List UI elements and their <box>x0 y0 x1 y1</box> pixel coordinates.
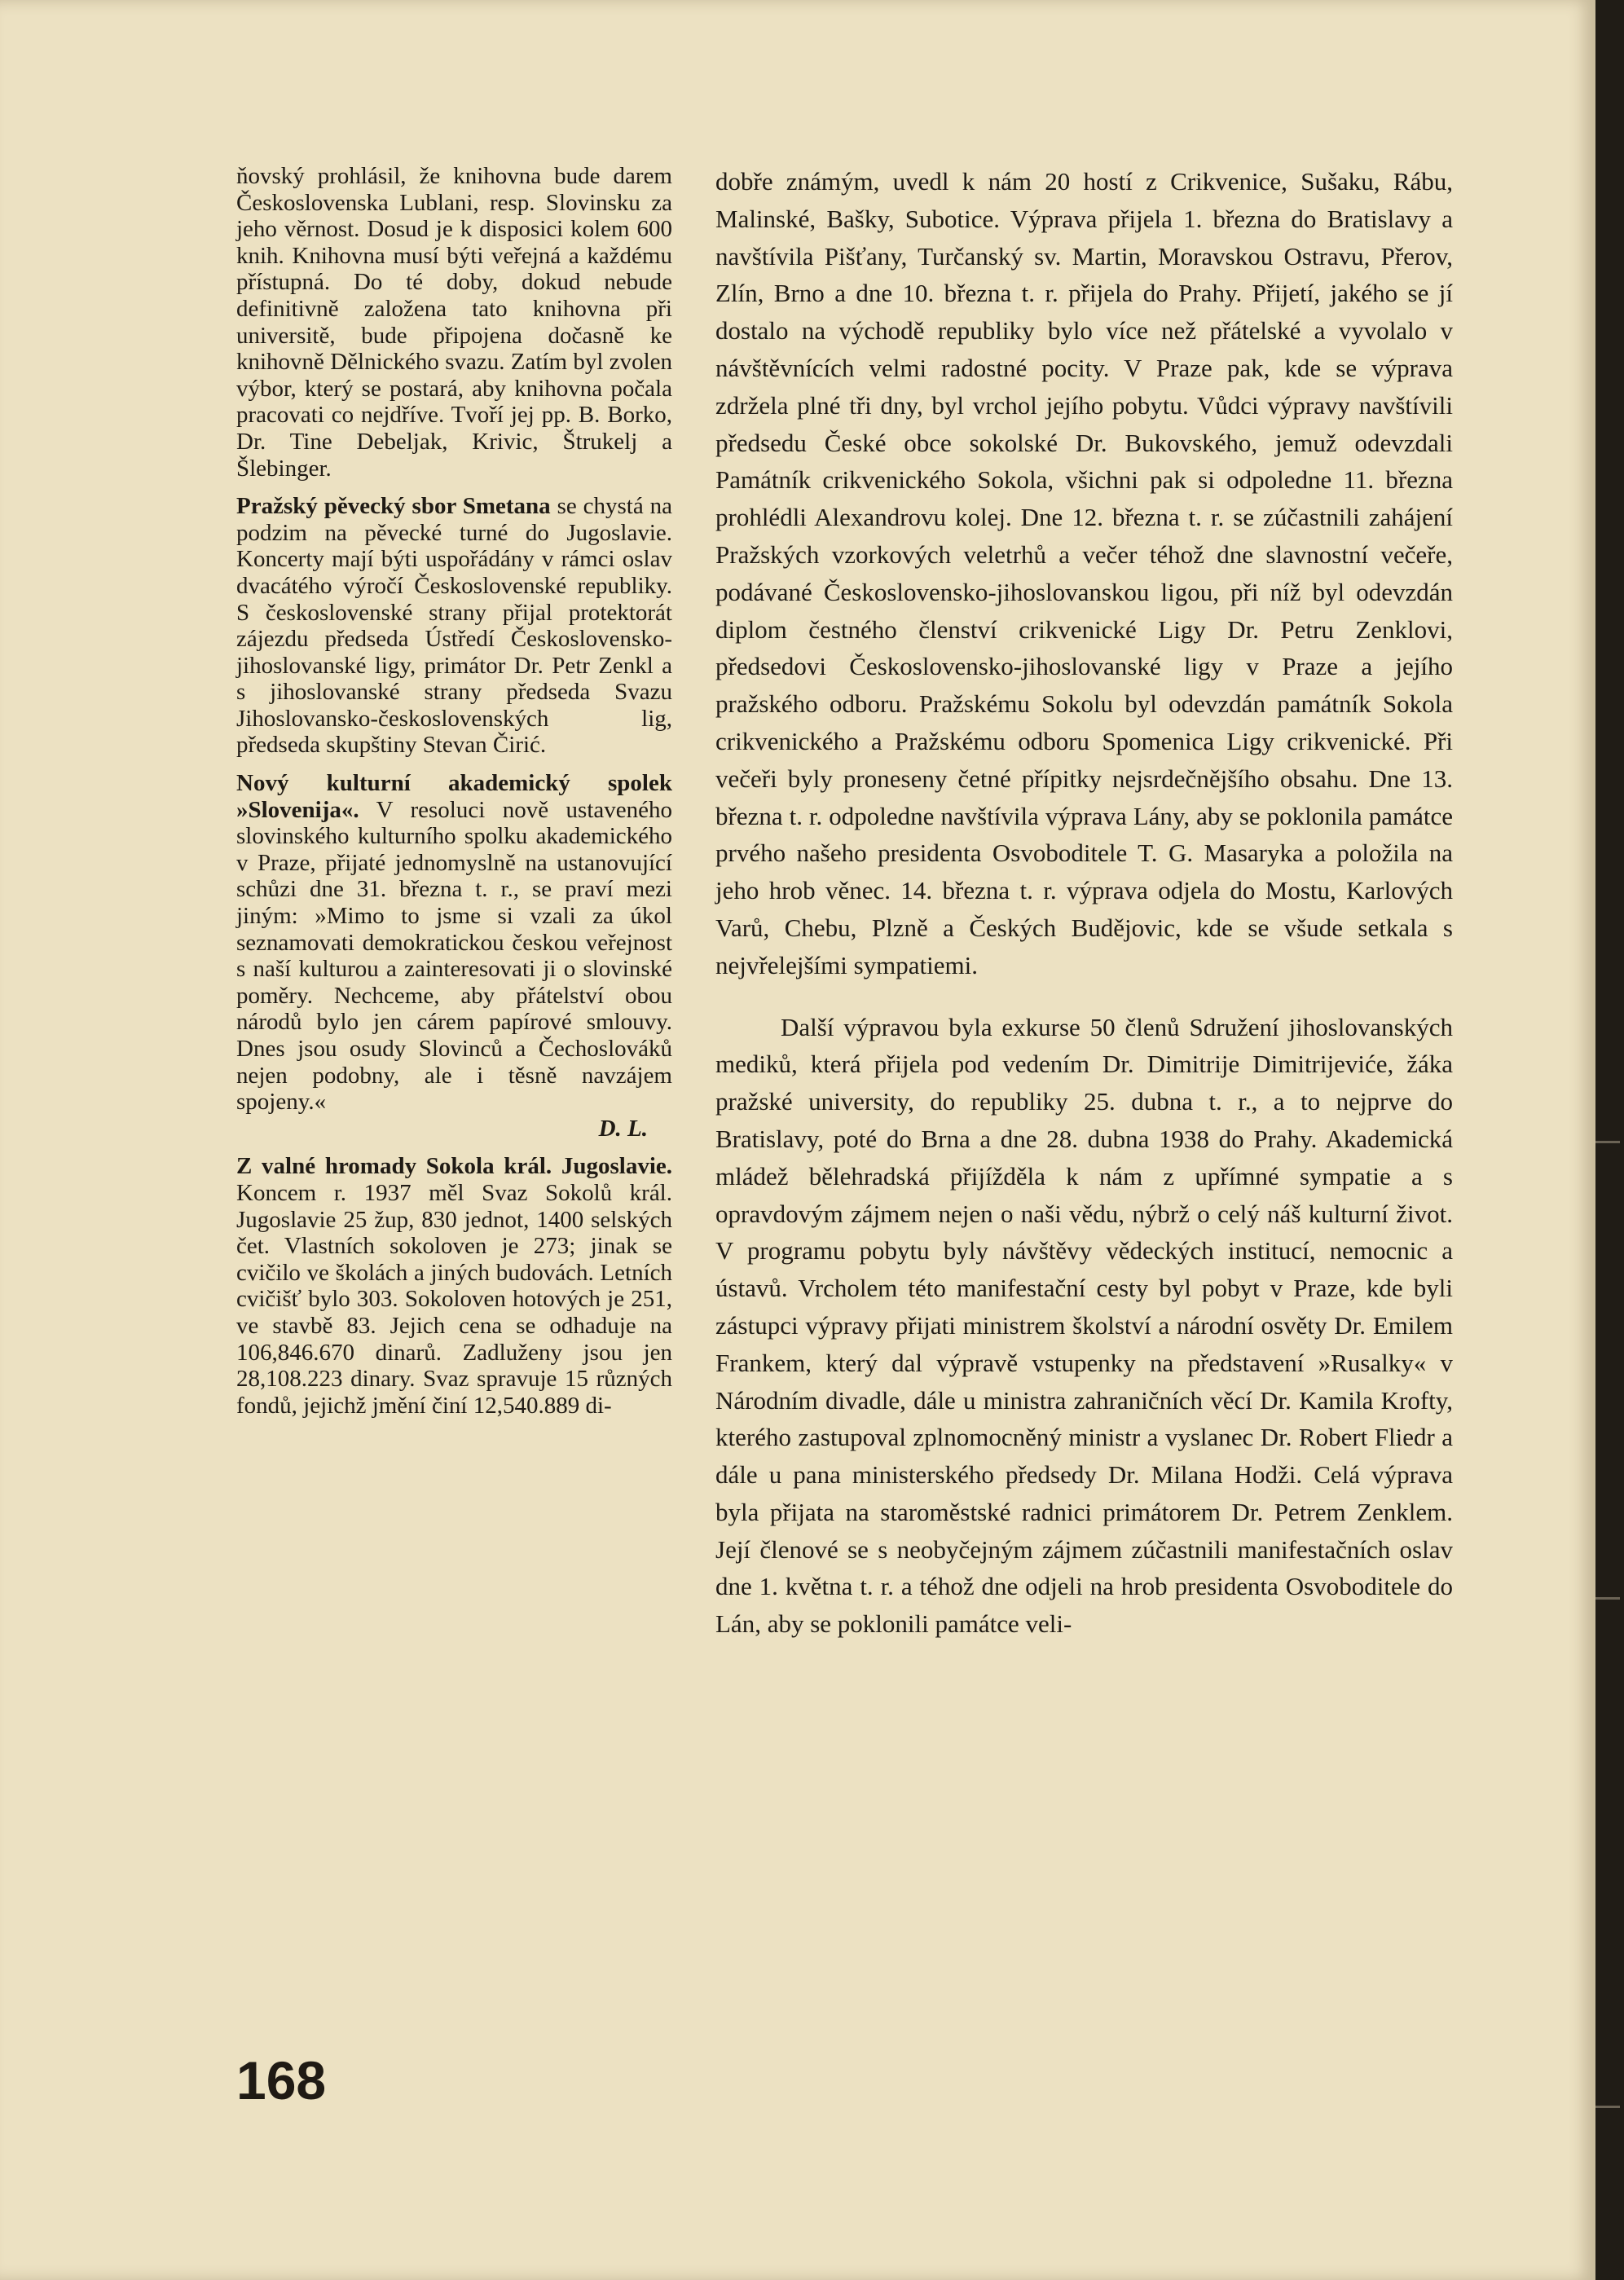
sokol-heading: Z valné hromady Sokola král. Jugoslavie. <box>236 1153 672 1180</box>
ruler-tick <box>1595 1141 1620 1143</box>
sokol-text: Koncem r. 1937 měl Svaz Sokolů král. Jugoslavie 25 žup, 830 jednot, 1400 selských čet. Vlastních sokoloven je 273; jinak se cvičilo ve školách a jiných budovách. Letních cvičišť bylo 303. Sokoloven hotových je 251, ve stavbě 83. Jejich cena se odhaduje na 106,846.670 dinarů. Zadluženy jsou jen 28,108.223 dinary. Svaz spravuje 15 různých fondů, jejichž jmění činí 12,540.889 di- <box>236 1179 672 1419</box>
right-paragraph-2: Další výpravou byla exkurse 50 členů Sdružení jihoslovanských mediků, která přijela pod vedením Dr. Dimitrije Dimitrijeviće, žáka pražské university, do republiky 25. dubna t. r., a to nejprve do Bratislavy, poté do Brna a dne 28. dubna 1938 do Prahy. Akademická mládež bělehradská přijížděla k nám z upřímné sympatie a s opravdovým zájmem nejen o naši vědu, nýbrž o celý náš kulturní život. V programu pobytu byly návštěvy vědeckých institucí, nemocnic a ústavů. Vrcholem této manifestační cesty byl pobyt v Praze, kde byli zástupci výpravy přijati ministrem školství a národní osvěty Dr. Emilem Frankem, který dal výpravě vstupenky na představení »Rusalky« v Národním divadle, dále u ministra zahraničních věcí Dr. Kamila Krofty, kterého zastupoval zplnomocněný ministr a vyslanec Dr. Robert Fliedr a dále u pana ministerského předsedy Dr. Milana Hodži. Celá výprava byla přijata na staroměstské radnici primátorem Dr. Petrem Zenklem. Její členové se s neobyčejným zájmem zúčastnili manifestačních oslav dne 1. května t. r. a téhož dne odjeli na hrob presidenta Osvoboditele do Lán, aby se poklonili památce veli- <box>715 1012 1453 1639</box>
left-column <box>236 163 672 1419</box>
right-paragraph-1: dobře známým, uvedl k nám 20 hostí z Crikvenice, Sušaku, Rábu, Malinské, Bašky, Subotice. Výprava přijela 1. března do Bratislavy a navštívila Pišťany, Turčanský sv. Martin, Moravskou Ostravu, Přerov, Zlín, Brno a dne 10. března t. r. přijela do Prahy. Přijetí, jakého se jí dostalo na východě republiky bylo více než přátelské a vyvolalo v návštěvnících velmi radostné pocity. V Praze pak, kde se výprava zdržela plné tři dny, byl vrchol jejího pobytu. Vůdci výpravy navštívili předsedu České obce sokolské Dr. Bukovského, jemuž odevzdali Památník crikvenického Sokola, všichni pak si odpoledne 11. března prohlédli Alexandrovu kolej. Dne 12. března t. r. se zúčastnili zahájení Pražských vzorkových veletrhů a večer téhož dne slavnostní večeře, podávané Československo-jihoslovanskou ligou, při níž byl odevzdán diplom čestného členství crikvenické Ligy Dr. Petru Zenklovi, předsedovi Československo-jihoslovanské ligy v Praze a jejího pražského odboru. Pražskému Sokolu byl odevzdán památník Sokola crikvenického a Pražskému odboru Spomenica Ligy crikvenické. Při večeři byly proneseny četné přípitky nejsrdečnějšího obsahu. Dne 13. března t. r. odpoledne navštívila výprava Lány, aby se poklonila památce prvého našeho presidenta Osvoboditele T. G. Masaryka a položila na jeho hrob věnec. 14. března t. r. výprava odjela do Mostu, Karlových Varů, Chebu, Plzně a Českých Budějovic, kde se všude setkala s nejvřelejšími sympatiemi. <box>715 167 1453 979</box>
right-column <box>715 163 1453 1643</box>
left-paragraph-2 <box>236 493 672 759</box>
smetana-text: se chystá na podzim na pěvecké turné do Jugoslavie. Koncerty mají býti uspořádány v rámci oslav dvacátého výročí Československé republiky. S československé strany přijal protektorát zájezdu předseda Ústředí Československo-jihoslovanské ligy, primátor Dr. Petr Zenkl a s jihoslovanské strany předseda Svazu Jihoslovansko-československých lig, předseda skupštiny Stevan Čirić. <box>236 493 672 759</box>
slovenija-text: V resoluci nově ustaveného slovinského kulturního spolku akademického v Praze, přijaté jednomyslně na ustanovující schůzi dne 31. března t. r., se praví mezi jiným: »Mimo to jsme si vzali za úkol seznamovati demokratickou českou veřejnost s naší kulturou a zainteresovati ji o slovinské poměry. Nechceme, aby přátelství obou národů bylo jen cárem papírové smlouvy. Dnes jsou osudy Slovinců a Čechoslováků nejen podobny, ale i těsně navzájem spojeny.« <box>236 796 672 1116</box>
left-paragraph-1: ňovský prohlásil, že knihovna bude darem Československa Lublani, resp. Slovinsku za jeho věrnost. Dosud je k disposici kolem 600 knih. Knihovna musí býti veřejná a každému přístupná. Do té doby, dokud nebude definitivně založena tato knihovna při universitě, bude připojena dočasně ke knihovně Dělnického svazu. Zatím byl zvolen výbor, který se postará, aby knihovna počala pracovati co nejdříve. Tvoří jej pp. B. Borko, Dr. Tine Debeljak, Krivic, Štrukelj a Šlebinger. <box>236 163 672 482</box>
page-number: 168 <box>236 2050 327 2111</box>
ruler-tick <box>1595 1597 1620 1600</box>
left-paragraph-3 <box>236 770 672 1116</box>
smetana-heading: Pražský pěvecký sbor Smetana <box>236 493 551 520</box>
signature <box>236 1116 672 1142</box>
page-edge <box>1595 0 1624 2280</box>
slovenija-heading: Nový kulturní akademický spolek »Slovenija«. <box>236 770 672 823</box>
ruler-tick <box>1595 2106 1620 2108</box>
left-paragraph-4 <box>236 1153 672 1419</box>
signature-text: D. L. <box>598 1115 648 1142</box>
